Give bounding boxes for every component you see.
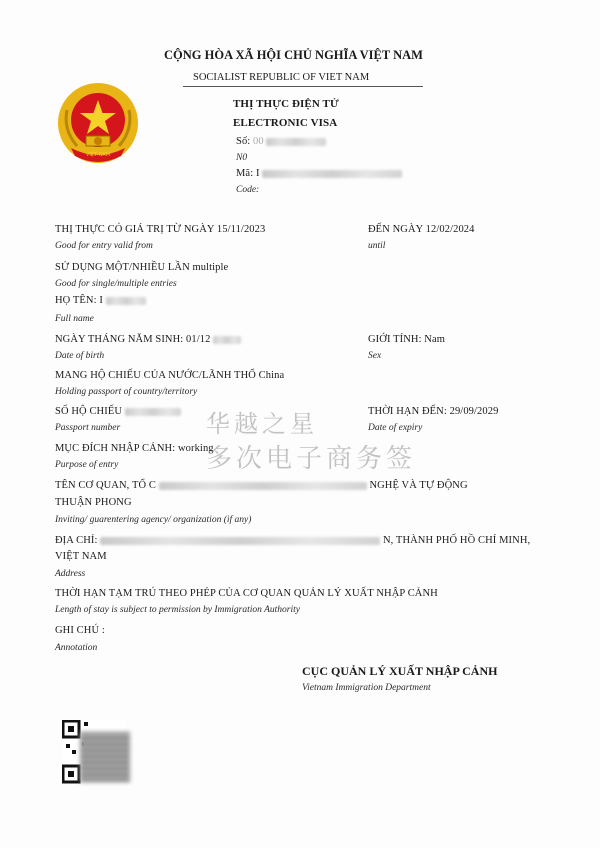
svg-text:VIỆT NAM: VIỆT NAM	[85, 152, 111, 158]
header-divider	[183, 86, 423, 87]
valid-until-en: until	[368, 241, 386, 251]
redacted-address	[100, 537, 380, 545]
stay-duration-en: Length of stay is subject to permission by Immigration Authority	[55, 605, 300, 615]
country-title-en: SOCIALIST REPUBLIC OF VIET NAM	[193, 72, 370, 83]
full-name-en: Full name	[55, 314, 94, 324]
visa-code-label: Mã:	[236, 168, 254, 179]
passport-number-label: SỐ HỘ CHIẾU	[55, 406, 123, 417]
notes-en: Annotation	[55, 643, 98, 653]
visa-number-value: 00	[253, 136, 264, 147]
sex: GIỚI TÍNH: Nam	[368, 334, 446, 345]
authority-vn: CỤC QUẢN LÝ XUẤT NHẬP CẢNH	[302, 664, 498, 678]
redacted-passport-number	[125, 408, 181, 416]
passport-country: MANG HỘ CHIẾU CỦA NƯỚC/LÃNH THỔ China	[55, 370, 285, 381]
dob-label: NGÀY THÁNG NĂM SINH: 01/12	[55, 334, 211, 345]
passport-country-en: Holding passport of country/territory	[55, 387, 198, 397]
valid-until: ĐẾN NGÀY 12/02/2024	[368, 224, 475, 235]
redacted-full-name	[106, 297, 146, 305]
watermark-line2: 多次电子商务签	[206, 444, 417, 474]
full-name-value: I	[99, 295, 103, 306]
visa-number-en-label: N0	[236, 153, 248, 163]
redacted-agency	[159, 482, 367, 490]
address-en: Address	[55, 569, 86, 579]
entry-type-en: Good for single/multiple entries	[55, 279, 177, 289]
agency-label: TÊN CƠ QUAN, TỔ C	[55, 480, 156, 491]
address-label-end: N, THÀNH PHỐ HỒ CHÍ MINH,	[382, 535, 531, 546]
country-title-vn: CỘNG HÒA XÃ HỘI CHỦ NGHĨA VIỆT NAM	[164, 48, 423, 62]
redacted-visa-code	[262, 170, 402, 178]
authority-en: Vietnam Immigration Department	[302, 683, 431, 693]
passport-expiry-en: Date of expiry	[368, 423, 423, 433]
address-row	[55, 535, 530, 546]
purpose: MỤC ĐÍCH NHẬP CẢNH: working	[55, 443, 214, 454]
stay-duration: THỜI HẠN TẠM TRÚ THEO PHÉP CỦA CƠ QUAN QUẢN LÝ XUẤT NHẬP CẢNH	[55, 588, 438, 599]
visa-code-row	[236, 168, 402, 179]
visa-title-en: ELECTRONIC VISA	[233, 117, 338, 129]
purpose-en: Purpose of entry	[55, 460, 119, 470]
visa-number-row	[236, 136, 326, 147]
full-name-label: HỌ TÊN:	[55, 295, 97, 306]
address-label: ĐỊA CHỈ:	[55, 535, 98, 546]
dob-row	[55, 334, 241, 345]
notes: GHI CHÚ :	[55, 625, 105, 636]
agency-line2: THUẬN PHONG	[55, 497, 132, 508]
redacted-qr-code	[80, 732, 130, 782]
full-name-row	[55, 295, 146, 306]
passport-number-en: Passport number	[55, 423, 121, 433]
passport-number-row	[55, 406, 181, 417]
passport-expiry: THỜI HẠN ĐẾN: 29/09/2029	[368, 406, 499, 417]
visa-code-value: I	[255, 168, 260, 179]
visa-title-vn: THỊ THỰC ĐIỆN TỬ	[233, 98, 339, 110]
visa-number-label: Số:	[236, 136, 251, 147]
dob-en: Date of birth	[55, 351, 105, 361]
watermark-line1: 华越之星	[206, 410, 318, 438]
national-emblem-icon	[55, 80, 141, 166]
valid-from-en: Good for entry valid from	[55, 241, 153, 251]
agency-en: Inviting/ guarentering agency/ organization (if any)	[55, 515, 252, 525]
agency-row	[55, 480, 468, 491]
sex-en: Sex	[368, 351, 382, 361]
visa-code-en-label: Code:	[236, 185, 260, 195]
address-line2: VIỆT NAM	[55, 551, 107, 562]
valid-from: THỊ THỰC CÓ GIÁ TRỊ TỪ NGÀY 15/11/2023	[55, 224, 266, 235]
entry-type: SỬ DỤNG MỘT/NHIỀU LẦN multiple	[55, 262, 229, 273]
redacted-visa-number	[266, 138, 326, 146]
agency-label-end: NGHỆ VÀ TỰ ĐỘNG	[369, 480, 468, 491]
redacted-dob	[213, 336, 241, 344]
